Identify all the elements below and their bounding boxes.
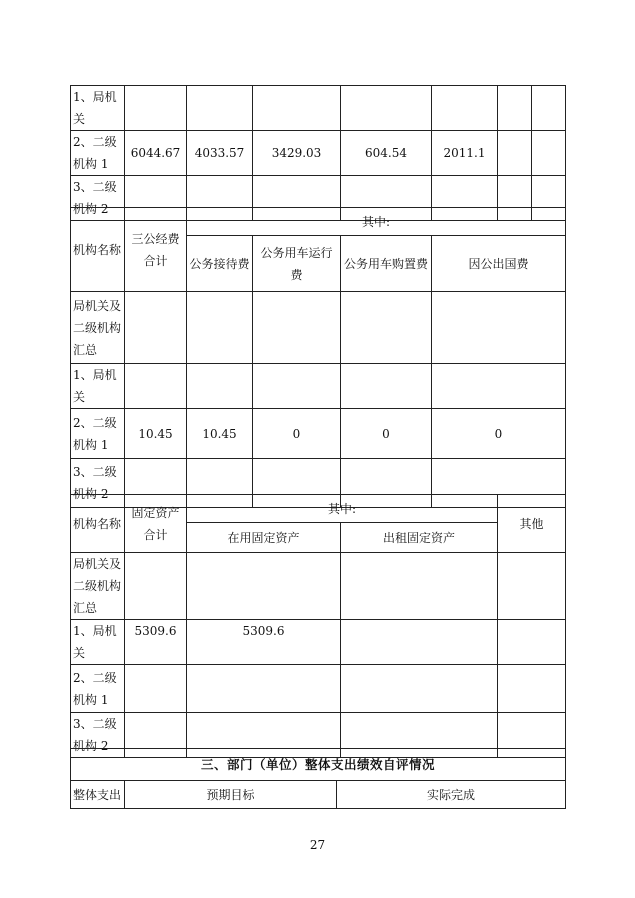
row-label: 3、二级机构 2 xyxy=(71,459,125,508)
table-cell xyxy=(432,364,566,409)
performance-self-evaluation-table xyxy=(70,748,566,809)
table-cell: 2011.1 xyxy=(432,131,498,176)
table-cell xyxy=(125,86,187,131)
column-header: 固定资产合计 xyxy=(125,495,187,553)
table-cell xyxy=(253,292,341,364)
row-label: 2、二级机构 1 xyxy=(71,131,125,176)
column-header: 公务接待费 xyxy=(187,236,253,292)
column-header: 实际完成 xyxy=(337,781,566,809)
table-cell xyxy=(341,364,432,409)
table-cell xyxy=(125,665,187,713)
table-cell: 5309.6 xyxy=(187,620,341,665)
table-header-row xyxy=(71,495,566,523)
table-row xyxy=(71,131,566,176)
row-label: 局机关及二级机构汇总 xyxy=(71,292,125,364)
row-label: 2、二级机构 1 xyxy=(71,665,125,713)
table-cell xyxy=(187,665,341,713)
table-cell xyxy=(125,553,187,620)
table-cell xyxy=(498,553,566,620)
column-header: 整体支出 xyxy=(71,781,125,809)
section-title-row xyxy=(71,749,566,781)
row-label: 1、局机关 xyxy=(71,364,125,409)
table-cell: 5309.6 xyxy=(125,620,187,665)
table-cell xyxy=(253,86,341,131)
table-cell: 3429.03 xyxy=(253,131,341,176)
table-row xyxy=(71,665,566,713)
fixed-assets-table xyxy=(70,494,566,758)
page-number: 27 xyxy=(309,838,326,852)
table-cell: 10.45 xyxy=(125,409,187,459)
table-header-row xyxy=(71,208,566,236)
table-cell xyxy=(187,553,341,620)
column-header: 机构名称 xyxy=(71,208,125,292)
table-row xyxy=(71,409,566,459)
column-header: 公务用车运行费 xyxy=(253,236,341,292)
column-header: 公务用车购置费 xyxy=(341,236,432,292)
column-header: 其中: xyxy=(187,208,566,236)
table-cell xyxy=(498,131,532,176)
row-label: 2、二级机构 1 xyxy=(71,409,125,459)
table-cell: 0 xyxy=(432,409,566,459)
table-row xyxy=(71,620,566,665)
column-header: 因公出国费 xyxy=(432,236,566,292)
column-header: 预期目标 xyxy=(125,781,337,809)
table-cell xyxy=(187,292,253,364)
table-header-row xyxy=(71,781,566,809)
table-cell xyxy=(253,364,341,409)
table-cell xyxy=(498,86,532,131)
column-header: 其他 xyxy=(498,495,566,553)
column-header: 其中: xyxy=(187,495,498,523)
table-cell xyxy=(341,665,498,713)
table-cell: 0 xyxy=(253,409,341,459)
table-row xyxy=(71,86,566,131)
table-cell xyxy=(532,86,566,131)
table-cell xyxy=(432,292,566,364)
table-cell xyxy=(187,86,253,131)
row-label: 3、二级机构 2 xyxy=(71,713,125,758)
table-cell: 0 xyxy=(341,409,432,459)
column-header: 机构名称 xyxy=(71,495,125,553)
expense-table-continued xyxy=(70,85,566,221)
row-label: 3、二级机构 2 xyxy=(71,176,125,221)
table-cell xyxy=(125,364,187,409)
table-row xyxy=(71,553,566,620)
table-cell xyxy=(498,620,566,665)
table-cell xyxy=(341,86,432,131)
table-cell: 4033.57 xyxy=(187,131,253,176)
table-cell xyxy=(341,620,498,665)
table-cell xyxy=(532,131,566,176)
table-cell xyxy=(125,292,187,364)
table-cell xyxy=(341,553,498,620)
sangong-expense-table xyxy=(70,207,566,508)
table-cell: 6044.67 xyxy=(125,131,187,176)
table-cell xyxy=(187,364,253,409)
table-cell xyxy=(432,86,498,131)
table-row xyxy=(71,292,566,364)
column-header: 在用固定资产 xyxy=(187,523,341,553)
column-header: 三公经费合计 xyxy=(125,208,187,292)
table-row xyxy=(71,364,566,409)
table-cell xyxy=(341,292,432,364)
table-cell: 10.45 xyxy=(187,409,253,459)
row-label: 1、局机关 xyxy=(71,620,125,665)
section-title: 三、部门（单位）整体支出绩效自评情况 xyxy=(71,749,566,781)
row-label: 1、局机关 xyxy=(71,86,125,131)
row-label: 局机关及二级机构汇总 xyxy=(71,553,125,620)
table-cell: 604.54 xyxy=(341,131,432,176)
table-cell xyxy=(498,665,566,713)
column-header: 出租固定资产 xyxy=(341,523,498,553)
